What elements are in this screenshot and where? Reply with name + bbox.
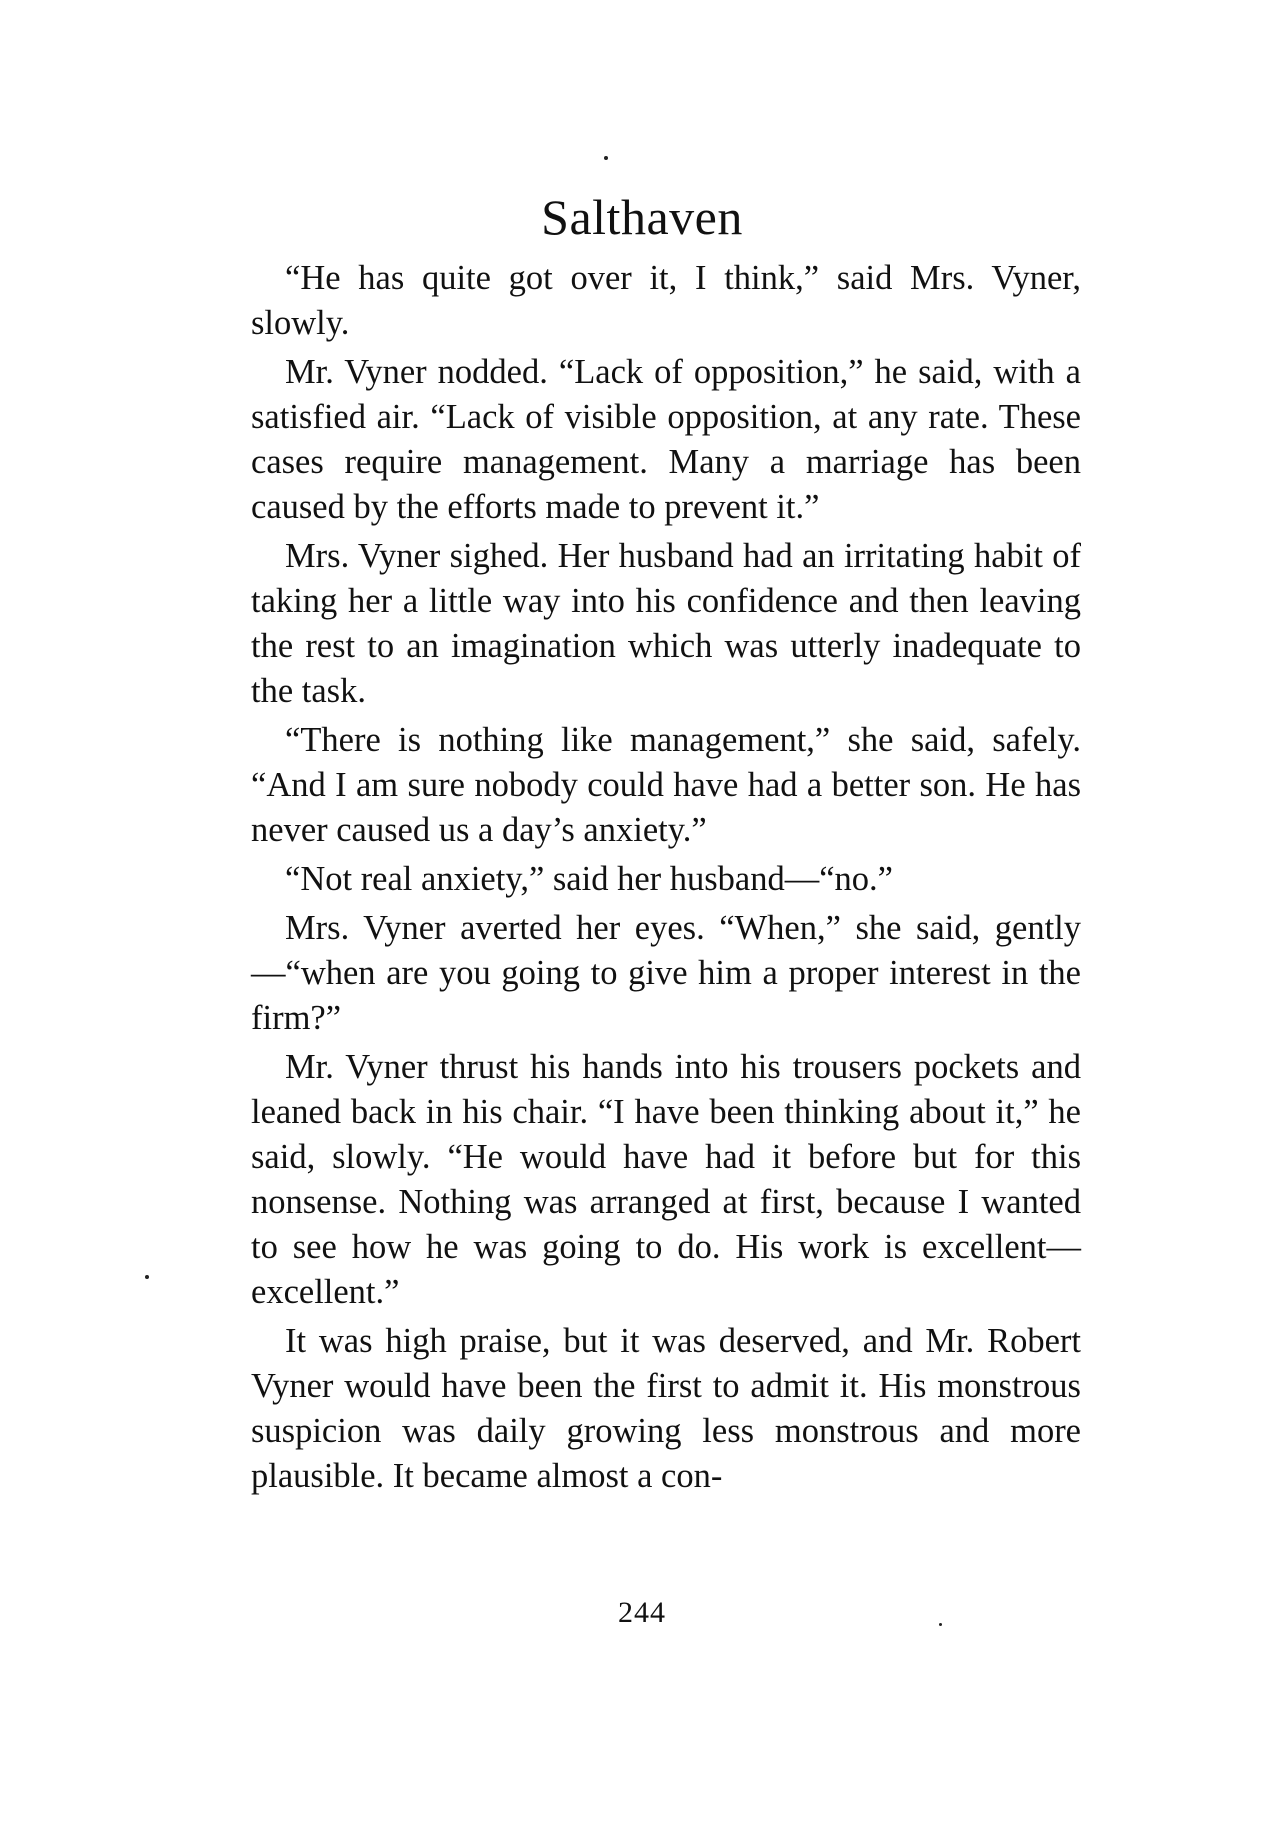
- paragraph-2: Mr. Vyner nodded. “Lack of opposition,” he said, with a satisfied air. “Lack of visible opposition, at any rate. These cases require management. Many a marriage has been caused by the efforts made to prevent it.”: [251, 353, 1081, 526]
- body-text: [251, 256, 1081, 1503]
- paragraph-5: “Not real anxiety,” said her husband—“no.”: [285, 860, 893, 898]
- print-speck: [145, 1275, 149, 1279]
- paragraph-6: Mrs. Vyner averted her eyes. “When,” she said, gently—“when are you going to give him a proper interest in the firm?”: [251, 909, 1081, 1037]
- paragraph-1: “He has quite got over it, I think,” said Mrs. Vyner, slowly.: [251, 259, 1081, 342]
- running-head: Salthaven: [541, 189, 743, 245]
- paragraph-4: “There is nothing like management,” she said, safely. “And I am sure nobody could have had a better son. He has never caused us a day’s anxiety.”: [251, 721, 1081, 849]
- page-number: 244: [618, 1596, 666, 1629]
- print-speck: [604, 156, 608, 160]
- paragraph-7: Mr. Vyner thrust his hands into his trousers pockets and leaned back in his chair. “I have been thinking about it,” he said, slowly. “He would have had it before but for this nonsense. Nothing was arranged at first, because I wanted to see how he was going to do. His work is excellent—excellent.”: [251, 1048, 1081, 1311]
- paragraph-3: Mrs. Vyner sighed. Her husband had an irritating habit of taking her a little way into his confidence and then leaving the rest to an imagination which was utterly inadequate to the task.: [251, 537, 1081, 710]
- paragraph-8: It was high praise, but it was deserved, and Mr. Robert Vyner would have been the first to admit it. His monstrous suspicion was daily growing less monstrous and more plausible. It became almost a con-: [251, 1322, 1081, 1495]
